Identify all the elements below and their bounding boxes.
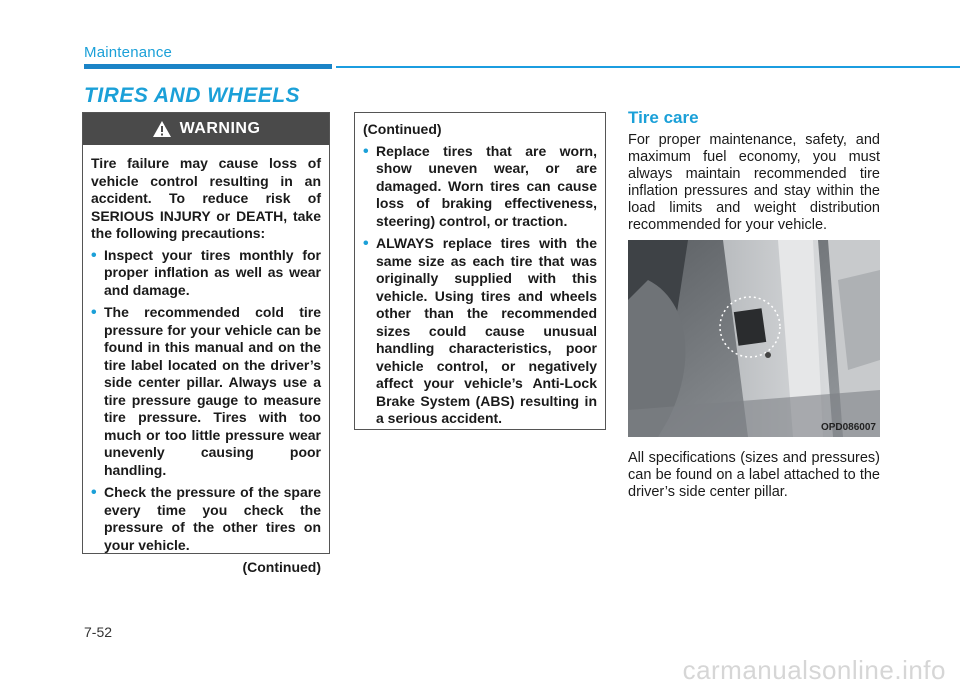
warning-bullet: • Check the pressure of the spare every time you check the pressure of the other tires on your vehicle. bbox=[91, 484, 321, 554]
tire-care-label-paragraph: All specifications (sizes and pressures) can be found on a label attached to the driver’s side center pillar. bbox=[628, 450, 880, 500]
warning-continued: (Continued) bbox=[242, 559, 321, 575]
tire-care-paragraph: For proper maintenance, safety, and maximum fuel economy, you must always maintain recommended tire inflation pressures and stay within the load limits and weight distribution recommended for your vehicle. bbox=[628, 132, 880, 233]
warning-label: WARNING bbox=[179, 120, 261, 137]
watermark: carmanualsonline.info bbox=[682, 655, 946, 685]
continued-bullet-list bbox=[363, 143, 597, 428]
continued-bullet: • ALWAYS replace tires with the same size as each tire that was originally supplied with this vehicle. Using tires and wheels other than the recommended sizes could cause unusual handling characteristics, poor vehicle control, or negatively affect your vehicle’s Anti-Lock Brake System (ABS) resulting in a serious accident. bbox=[363, 235, 597, 428]
continued-label: (Continued) bbox=[363, 121, 442, 137]
continued-bullet: • Replace tires that are worn, show uneven wear, or are damaged. Worn tires can cause loss of braking effectiveness, steering) control, or traction. bbox=[363, 143, 597, 231]
header-rule-thick bbox=[84, 64, 332, 69]
tire-care-heading: Tire care bbox=[628, 108, 699, 127]
section-label: Maintenance bbox=[84, 44, 173, 61]
header-rule-thin bbox=[336, 66, 960, 68]
chapter-title: TIRES AND WHEELS bbox=[84, 84, 301, 107]
continued-warning-box bbox=[354, 112, 606, 430]
warning-box bbox=[82, 112, 330, 575]
warning-bullet: • The recommended cold tire pressure for your vehicle can be found in this manual and on the tire label located on the driver’s side center pillar. Always use a tire pressure gauge to measure tire pressure. Tires with too much or too little pressure wear unevenly causing poor handling. bbox=[91, 304, 321, 479]
warning-triangle-icon bbox=[152, 120, 172, 138]
warning-bullet-list bbox=[91, 247, 321, 555]
warning-body bbox=[83, 145, 329, 577]
image-code: OPD086007 bbox=[820, 422, 876, 433]
warning-bullet: • Inspect your tires monthly for proper inflation as well as wear and damage. bbox=[91, 247, 321, 300]
warning-intro: Tire failure may cause loss of vehicle control resulting in an accident. To reduce risk of SERIOUS INJURY or DEATH, take the following precautions: bbox=[91, 155, 321, 241]
page-number: 7-52 bbox=[84, 624, 113, 640]
door-pillar-photo bbox=[628, 240, 880, 437]
warning-header bbox=[83, 113, 329, 145]
door-pillar-illustration bbox=[628, 240, 880, 437]
